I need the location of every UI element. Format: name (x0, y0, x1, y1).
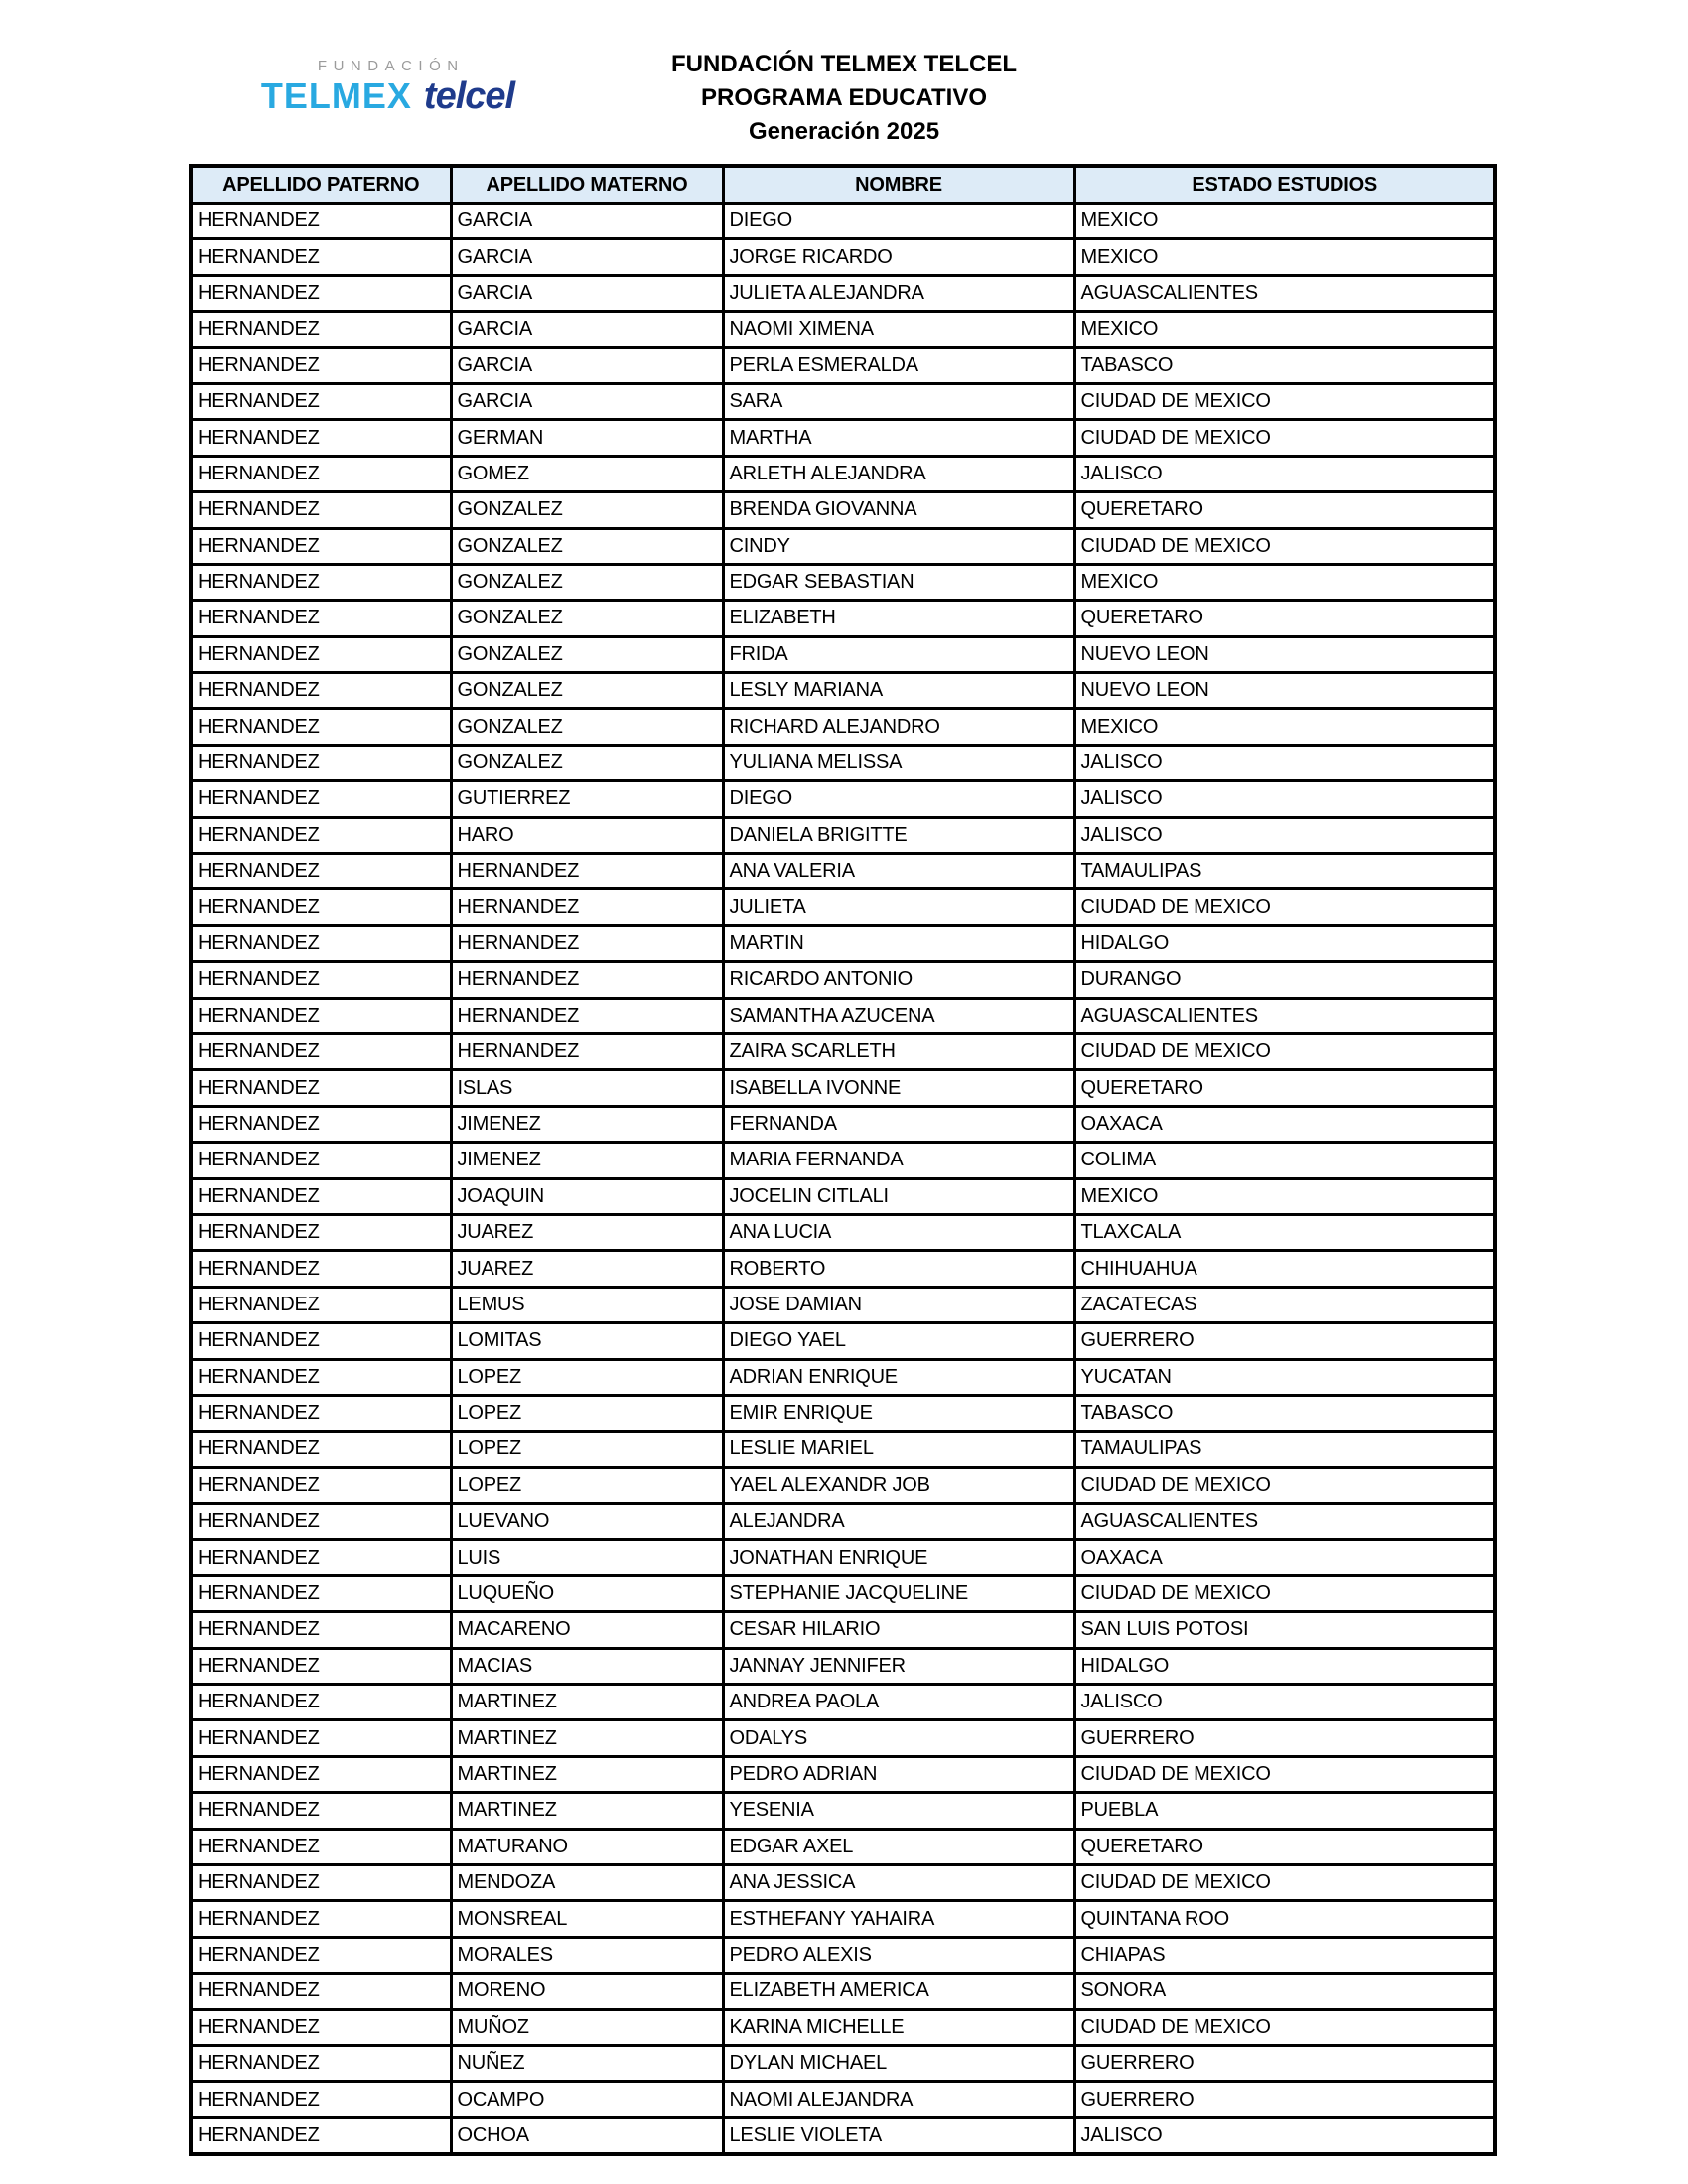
cell-nombre: DANIELA BRIGITTE (723, 817, 1074, 853)
table-row (191, 492, 1495, 528)
cell-apellido-materno: GONZALEZ (451, 745, 723, 780)
table-row (191, 1178, 1495, 1214)
cell-apellido-paterno: HERNANDEZ (191, 456, 451, 491)
cell-estado-estudios: TAMAULIPAS (1074, 854, 1495, 889)
cell-apellido-paterno: HERNANDEZ (191, 347, 451, 383)
cell-apellido-materno: LOPEZ (451, 1432, 723, 1467)
cell-estado-estudios: QUERETARO (1074, 1070, 1495, 1106)
cell-apellido-materno: GARCIA (451, 239, 723, 275)
cell-apellido-paterno: HERNANDEZ (191, 1033, 451, 1069)
cell-estado-estudios: ZACATECAS (1074, 1287, 1495, 1322)
cell-apellido-paterno: HERNANDEZ (191, 1864, 451, 1900)
table-row (191, 1974, 1495, 2009)
table-row (191, 889, 1495, 925)
cell-apellido-paterno: HERNANDEZ (191, 962, 451, 998)
table-row (191, 1395, 1495, 1431)
table-row (191, 420, 1495, 456)
cell-nombre: CESAR HILARIO (723, 1612, 1074, 1648)
cell-estado-estudios: CIUDAD DE MEXICO (1074, 528, 1495, 564)
cell-apellido-materno: HERNANDEZ (451, 998, 723, 1033)
cell-nombre: JORGE RICARDO (723, 239, 1074, 275)
cell-nombre: JANNAY JENNIFER (723, 1648, 1074, 1684)
cell-nombre: DIEGO (723, 204, 1074, 239)
table-row (191, 2082, 1495, 2117)
cell-estado-estudios: YUCATAN (1074, 1359, 1495, 1395)
table-row (191, 1864, 1495, 1900)
cell-apellido-materno: LUQUEÑO (451, 1575, 723, 1611)
cell-nombre: FERNANDA (723, 1106, 1074, 1142)
cell-estado-estudios: CIUDAD DE MEXICO (1074, 383, 1495, 419)
table-row (191, 383, 1495, 419)
cell-nombre: ROBERTO (723, 1251, 1074, 1287)
cell-apellido-materno: MARTINEZ (451, 1685, 723, 1720)
cell-estado-estudios: JALISCO (1074, 2117, 1495, 2154)
cell-estado-estudios: AGUASCALIENTES (1074, 1504, 1495, 1540)
cell-apellido-materno: GONZALEZ (451, 492, 723, 528)
column-header-nombre: NOMBRE (723, 166, 1074, 204)
cell-apellido-paterno: HERNANDEZ (191, 2082, 451, 2117)
cell-estado-estudios: CIUDAD DE MEXICO (1074, 1864, 1495, 1900)
cell-apellido-paterno: HERNANDEZ (191, 2117, 451, 2154)
table-row (191, 1648, 1495, 1684)
cell-apellido-materno: MARTINEZ (451, 1793, 723, 1829)
cell-apellido-materno: GERMAN (451, 420, 723, 456)
cell-estado-estudios: SONORA (1074, 1974, 1495, 2009)
cell-apellido-paterno: HERNANDEZ (191, 1575, 451, 1611)
cell-estado-estudios: TABASCO (1074, 1395, 1495, 1431)
table-row (191, 1214, 1495, 1250)
cell-nombre: LESLY MARIANA (723, 673, 1074, 709)
table-row (191, 1540, 1495, 1575)
table-row (191, 1359, 1495, 1395)
table-row (191, 1756, 1495, 1792)
cell-apellido-materno: HERNANDEZ (451, 889, 723, 925)
cell-apellido-materno: HARO (451, 817, 723, 853)
table-row (191, 962, 1495, 998)
cell-estado-estudios: CIUDAD DE MEXICO (1074, 1467, 1495, 1503)
cell-estado-estudios: TAMAULIPAS (1074, 1432, 1495, 1467)
table-row (191, 2009, 1495, 2045)
title-line-foundation: FUNDACIÓN TELMEX TELCEL (671, 51, 1017, 77)
table-row (191, 745, 1495, 780)
logo-fundacion-text: FUNDACIÓN (317, 58, 465, 74)
table-row (191, 564, 1495, 600)
cell-apellido-paterno: HERNANDEZ (191, 1467, 451, 1503)
cell-estado-estudios: QUERETARO (1074, 492, 1495, 528)
cell-apellido-materno: MACIAS (451, 1648, 723, 1684)
table-row (191, 1901, 1495, 1937)
cell-nombre: ADRIAN ENRIQUE (723, 1359, 1074, 1395)
table-row (191, 1612, 1495, 1648)
cell-apellido-paterno: HERNANDEZ (191, 1829, 451, 1864)
cell-nombre: ANA LUCIA (723, 1214, 1074, 1250)
cell-nombre: ODALYS (723, 1720, 1074, 1756)
cell-apellido-paterno: HERNANDEZ (191, 275, 451, 311)
cell-nombre: JULIETA ALEJANDRA (723, 275, 1074, 311)
cell-estado-estudios: COLIMA (1074, 1143, 1495, 1178)
cell-estado-estudios: JALISCO (1074, 781, 1495, 817)
cell-estado-estudios: QUERETARO (1074, 601, 1495, 636)
cell-apellido-paterno: HERNANDEZ (191, 601, 451, 636)
cell-estado-estudios: TABASCO (1074, 347, 1495, 383)
cell-estado-estudios: PUEBLA (1074, 1793, 1495, 1829)
logo-telcel-wordmark: telcel (423, 75, 515, 117)
cell-nombre: FRIDA (723, 636, 1074, 672)
cell-apellido-materno: GARCIA (451, 347, 723, 383)
cell-estado-estudios: GUERRERO (1074, 2045, 1495, 2081)
cell-estado-estudios: CHIHUAHUA (1074, 1251, 1495, 1287)
cell-nombre: EMIR ENRIQUE (723, 1395, 1074, 1431)
cell-apellido-materno: JUAREZ (451, 1214, 723, 1250)
cell-apellido-paterno: HERNANDEZ (191, 745, 451, 780)
cell-apellido-paterno: HERNANDEZ (191, 1214, 451, 1250)
cell-apellido-paterno: HERNANDEZ (191, 492, 451, 528)
logo-telmex-wordmark: TELMEX (260, 75, 412, 116)
cell-apellido-paterno: HERNANDEZ (191, 1504, 451, 1540)
cell-apellido-materno: HERNANDEZ (451, 854, 723, 889)
cell-estado-estudios: CIUDAD DE MEXICO (1074, 1575, 1495, 1611)
cell-estado-estudios: JALISCO (1074, 456, 1495, 491)
table-row (191, 1504, 1495, 1540)
cell-apellido-materno: GARCIA (451, 383, 723, 419)
cell-apellido-materno: ISLAS (451, 1070, 723, 1106)
cell-apellido-materno: LEMUS (451, 1287, 723, 1322)
cell-apellido-paterno: HERNANDEZ (191, 1756, 451, 1792)
column-header-estado-estudios: ESTADO ESTUDIOS (1074, 166, 1495, 204)
cell-nombre: JONATHAN ENRIQUE (723, 1540, 1074, 1575)
cell-apellido-materno: GONZALEZ (451, 564, 723, 600)
cell-apellido-paterno: HERNANDEZ (191, 998, 451, 1033)
table-row (191, 709, 1495, 745)
cell-apellido-materno: JUAREZ (451, 1251, 723, 1287)
table-row (191, 1720, 1495, 1756)
cell-apellido-materno: JIMENEZ (451, 1106, 723, 1142)
cell-nombre: EDGAR SEBASTIAN (723, 564, 1074, 600)
cell-estado-estudios: CIUDAD DE MEXICO (1074, 1033, 1495, 1069)
cell-apellido-paterno: HERNANDEZ (191, 1793, 451, 1829)
cell-nombre: ANA JESSICA (723, 1864, 1074, 1900)
cell-apellido-materno: LOPEZ (451, 1359, 723, 1395)
cell-apellido-materno: GONZALEZ (451, 709, 723, 745)
document-title (0, 48, 1688, 149)
table-row (191, 347, 1495, 383)
cell-nombre: CINDY (723, 528, 1074, 564)
cell-apellido-materno: MATURANO (451, 1829, 723, 1864)
cell-estado-estudios: MEXICO (1074, 204, 1495, 239)
cell-apellido-materno: GARCIA (451, 204, 723, 239)
cell-apellido-materno: MORALES (451, 1937, 723, 1973)
cell-nombre: RICARDO ANTONIO (723, 962, 1074, 998)
cell-estado-estudios: JALISCO (1074, 745, 1495, 780)
cell-apellido-paterno: HERNANDEZ (191, 420, 451, 456)
table-row (191, 1432, 1495, 1467)
column-header-apellido-materno: APELLIDO MATERNO (451, 166, 723, 204)
cell-apellido-paterno: HERNANDEZ (191, 1937, 451, 1973)
cell-nombre: NAOMI XIMENA (723, 312, 1074, 347)
table-row (191, 673, 1495, 709)
cell-apellido-materno: MENDOZA (451, 1864, 723, 1900)
cell-apellido-paterno: HERNANDEZ (191, 1685, 451, 1720)
cell-nombre: DIEGO YAEL (723, 1323, 1074, 1359)
cell-apellido-paterno: HERNANDEZ (191, 204, 451, 239)
table-header-row (191, 166, 1495, 204)
cell-apellido-materno: LUIS (451, 1540, 723, 1575)
cell-apellido-paterno: HERNANDEZ (191, 1070, 451, 1106)
cell-apellido-materno: NUÑEZ (451, 2045, 723, 2081)
cell-apellido-paterno: HERNANDEZ (191, 1720, 451, 1756)
cell-nombre: ALEJANDRA (723, 1504, 1074, 1540)
table-row (191, 2045, 1495, 2081)
cell-apellido-paterno: HERNANDEZ (191, 312, 451, 347)
cell-estado-estudios: OAXACA (1074, 1106, 1495, 1142)
cell-apellido-materno: GOMEZ (451, 456, 723, 491)
cell-apellido-materno: LUEVANO (451, 1504, 723, 1540)
cell-nombre: DYLAN MICHAEL (723, 2045, 1074, 2081)
cell-nombre: ISABELLA IVONNE (723, 1070, 1074, 1106)
cell-apellido-paterno: HERNANDEZ (191, 239, 451, 275)
table-row (191, 998, 1495, 1033)
cell-estado-estudios: HIDALGO (1074, 925, 1495, 961)
cell-apellido-paterno: HERNANDEZ (191, 1178, 451, 1214)
table-row (191, 1937, 1495, 1973)
cell-nombre: BRENDA GIOVANNA (723, 492, 1074, 528)
cell-estado-estudios: JALISCO (1074, 817, 1495, 853)
cell-apellido-materno: MACARENO (451, 1612, 723, 1648)
cell-apellido-materno: GONZALEZ (451, 601, 723, 636)
cell-estado-estudios: NUEVO LEON (1074, 673, 1495, 709)
cell-nombre: STEPHANIE JACQUELINE (723, 1575, 1074, 1611)
cell-estado-estudios: MEXICO (1074, 312, 1495, 347)
table-row (191, 1575, 1495, 1611)
column-header-apellido-paterno: APELLIDO PATERNO (191, 166, 451, 204)
cell-apellido-materno: MARTINEZ (451, 1756, 723, 1792)
table-row (191, 1106, 1495, 1142)
cell-apellido-paterno: HERNANDEZ (191, 1359, 451, 1395)
cell-apellido-materno: GONZALEZ (451, 636, 723, 672)
cell-estado-estudios: HIDALGO (1074, 1648, 1495, 1684)
cell-estado-estudios: CHIAPAS (1074, 1937, 1495, 1973)
table-row (191, 1829, 1495, 1864)
table-row (191, 1143, 1495, 1178)
cell-apellido-paterno: HERNANDEZ (191, 1287, 451, 1322)
cell-estado-estudios: JALISCO (1074, 1685, 1495, 1720)
cell-apellido-paterno: HERNANDEZ (191, 1612, 451, 1648)
title-line-program: PROGRAMA EDUCATIVO (701, 84, 987, 111)
cell-apellido-materno: MARTINEZ (451, 1720, 723, 1756)
cell-apellido-paterno: HERNANDEZ (191, 1106, 451, 1142)
cell-nombre: EDGAR AXEL (723, 1829, 1074, 1864)
cell-apellido-paterno: HERNANDEZ (191, 1974, 451, 2009)
cell-nombre: ZAIRA SCARLETH (723, 1033, 1074, 1069)
cell-nombre: ESTHEFANY YAHAIRA (723, 1901, 1074, 1937)
table-row (191, 854, 1495, 889)
cell-apellido-paterno: HERNANDEZ (191, 889, 451, 925)
cell-estado-estudios: GUERRERO (1074, 1323, 1495, 1359)
title-line-generation: Generación 2025 (748, 118, 940, 145)
table-row (191, 312, 1495, 347)
cell-nombre: MARTHA (723, 420, 1074, 456)
cell-nombre: JULIETA (723, 889, 1074, 925)
table-row (191, 1070, 1495, 1106)
cell-estado-estudios: GUERRERO (1074, 2082, 1495, 2117)
cell-estado-estudios: CIUDAD DE MEXICO (1074, 1756, 1495, 1792)
cell-apellido-materno: MONSREAL (451, 1901, 723, 1937)
table-row (191, 456, 1495, 491)
cell-nombre: YULIANA MELISSA (723, 745, 1074, 780)
cell-apellido-materno: OCAMPO (451, 2082, 723, 2117)
cell-apellido-materno: HERNANDEZ (451, 962, 723, 998)
cell-nombre: NAOMI ALEJANDRA (723, 2082, 1074, 2117)
cell-apellido-paterno: HERNANDEZ (191, 1323, 451, 1359)
cell-apellido-paterno: HERNANDEZ (191, 781, 451, 817)
cell-nombre: LESLIE VIOLETA (723, 2117, 1074, 2154)
students-table-body (191, 204, 1495, 2155)
cell-apellido-paterno: HERNANDEZ (191, 1143, 451, 1178)
table-row (191, 275, 1495, 311)
cell-nombre: PEDRO ALEXIS (723, 1937, 1074, 1973)
cell-estado-estudios: DURANGO (1074, 962, 1495, 998)
cell-nombre: ELIZABETH (723, 601, 1074, 636)
table-row (191, 1251, 1495, 1287)
cell-nombre: MARTIN (723, 925, 1074, 961)
table-row (191, 1287, 1495, 1322)
cell-apellido-paterno: HERNANDEZ (191, 564, 451, 600)
cell-estado-estudios: AGUASCALIENTES (1074, 998, 1495, 1033)
table-row (191, 925, 1495, 961)
cell-apellido-materno: GARCIA (451, 275, 723, 311)
cell-apellido-paterno: HERNANDEZ (191, 1901, 451, 1937)
cell-apellido-materno: LOMITAS (451, 1323, 723, 1359)
cell-apellido-paterno: HERNANDEZ (191, 528, 451, 564)
cell-nombre: PEDRO ADRIAN (723, 1756, 1074, 1792)
cell-nombre: SARA (723, 383, 1074, 419)
table-row (191, 239, 1495, 275)
cell-nombre: LESLIE MARIEL (723, 1432, 1074, 1467)
table-row (191, 1793, 1495, 1829)
cell-estado-estudios: CIUDAD DE MEXICO (1074, 889, 1495, 925)
cell-nombre: PERLA ESMERALDA (723, 347, 1074, 383)
cell-nombre: DIEGO (723, 781, 1074, 817)
cell-apellido-materno: GONZALEZ (451, 673, 723, 709)
cell-apellido-paterno: HERNANDEZ (191, 854, 451, 889)
cell-estado-estudios: AGUASCALIENTES (1074, 275, 1495, 311)
cell-estado-estudios: MEXICO (1074, 239, 1495, 275)
cell-nombre: KARINA MICHELLE (723, 2009, 1074, 2045)
cell-apellido-paterno: HERNANDEZ (191, 1540, 451, 1575)
cell-apellido-paterno: HERNANDEZ (191, 1251, 451, 1287)
cell-nombre: MARIA FERNANDA (723, 1143, 1074, 1178)
cell-nombre: SAMANTHA AZUCENA (723, 998, 1074, 1033)
cell-apellido-materno: GONZALEZ (451, 528, 723, 564)
cell-apellido-paterno: HERNANDEZ (191, 1648, 451, 1684)
cell-estado-estudios: SAN LUIS POTOSI (1074, 1612, 1495, 1648)
cell-nombre: YAEL ALEXANDR JOB (723, 1467, 1074, 1503)
cell-apellido-materno: LOPEZ (451, 1467, 723, 1503)
cell-apellido-paterno: HERNANDEZ (191, 709, 451, 745)
table-row (191, 781, 1495, 817)
cell-nombre: YESENIA (723, 1793, 1074, 1829)
cell-nombre: JOSE DAMIAN (723, 1287, 1074, 1322)
cell-estado-estudios: GUERRERO (1074, 1720, 1495, 1756)
cell-estado-estudios: NUEVO LEON (1074, 636, 1495, 672)
cell-apellido-paterno: HERNANDEZ (191, 1432, 451, 1467)
cell-apellido-materno: LOPEZ (451, 1395, 723, 1431)
table-row (191, 528, 1495, 564)
table-row (191, 1033, 1495, 1069)
cell-apellido-materno: JOAQUIN (451, 1178, 723, 1214)
cell-apellido-materno: MUÑOZ (451, 2009, 723, 2045)
table-row (191, 2117, 1495, 2154)
table-row (191, 1323, 1495, 1359)
cell-estado-estudios: TLAXCALA (1074, 1214, 1495, 1250)
table-row (191, 1685, 1495, 1720)
cell-estado-estudios: QUERETARO (1074, 1829, 1495, 1864)
cell-estado-estudios: MEXICO (1074, 1178, 1495, 1214)
cell-nombre: ARLETH ALEJANDRA (723, 456, 1074, 491)
cell-apellido-materno: JIMENEZ (451, 1143, 723, 1178)
cell-apellido-paterno: HERNANDEZ (191, 673, 451, 709)
students-table (189, 164, 1497, 2156)
cell-apellido-paterno: HERNANDEZ (191, 383, 451, 419)
table-row (191, 636, 1495, 672)
cell-nombre: JOCELIN CITLALI (723, 1178, 1074, 1214)
cell-estado-estudios: MEXICO (1074, 709, 1495, 745)
cell-nombre: ANA VALERIA (723, 854, 1074, 889)
cell-apellido-paterno: HERNANDEZ (191, 2045, 451, 2081)
cell-apellido-materno: OCHOA (451, 2117, 723, 2154)
cell-apellido-materno: MORENO (451, 1974, 723, 2009)
cell-apellido-paterno: HERNANDEZ (191, 817, 451, 853)
cell-apellido-materno: GARCIA (451, 312, 723, 347)
cell-apellido-materno: HERNANDEZ (451, 1033, 723, 1069)
cell-estado-estudios: CIUDAD DE MEXICO (1074, 420, 1495, 456)
cell-nombre: ANDREA PAOLA (723, 1685, 1074, 1720)
cell-apellido-paterno: HERNANDEZ (191, 636, 451, 672)
cell-estado-estudios: CIUDAD DE MEXICO (1074, 2009, 1495, 2045)
cell-nombre: ELIZABETH AMERICA (723, 1974, 1074, 2009)
table-row (191, 601, 1495, 636)
cell-estado-estudios: QUINTANA ROO (1074, 1901, 1495, 1937)
cell-apellido-paterno: HERNANDEZ (191, 925, 451, 961)
cell-apellido-paterno: HERNANDEZ (191, 1395, 451, 1431)
cell-estado-estudios: OAXACA (1074, 1540, 1495, 1575)
table-row (191, 1467, 1495, 1503)
table-row (191, 817, 1495, 853)
cell-nombre: RICHARD ALEJANDRO (723, 709, 1074, 745)
table-row (191, 204, 1495, 239)
cell-apellido-materno: GUTIERREZ (451, 781, 723, 817)
cell-apellido-materno: HERNANDEZ (451, 925, 723, 961)
cell-estado-estudios: MEXICO (1074, 564, 1495, 600)
cell-apellido-paterno: HERNANDEZ (191, 2009, 451, 2045)
